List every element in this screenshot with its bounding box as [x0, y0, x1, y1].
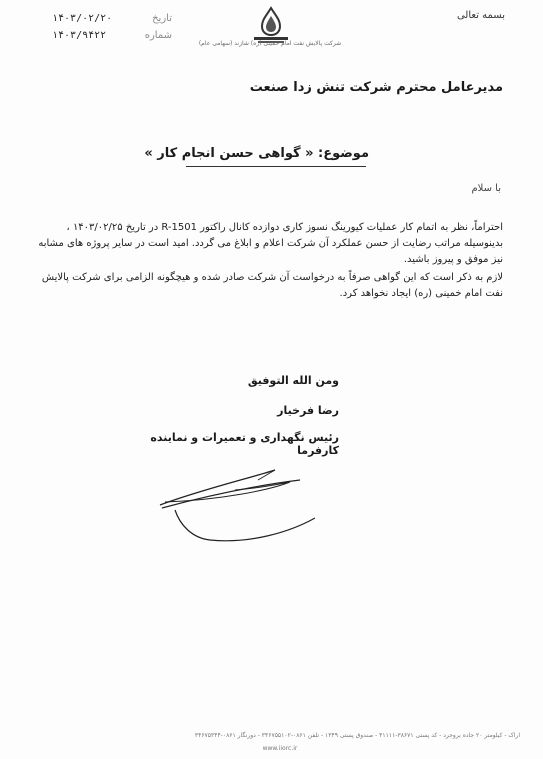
body-paragraph: لازم به ذکر است که این گواهی صرفاً به درخواست آن شرکت صادر شده و هیچگونه الزامی برای شرکت پالایش نفت امام خمینی (ره) ایجاد نخواهد کرد.: [41, 272, 503, 299]
number-row: [52, 27, 172, 44]
subject-underline: [186, 166, 366, 167]
recipient-line: مدیرعامل محترم شرکت تنش زدا صنعت: [249, 80, 503, 95]
invocation-text: بسمه تعالی: [456, 10, 505, 21]
body-paragraph: احتراماً، نظر به اتمام کار عملیات کیورینگ نسوز کاری دوازده کانال راکتور R-1501 در تاریخ ۱۴۰۳/۰۲/۲۵ ، بدینوسیله مراتب رضایت از حسن عملکرد آن شرکت اعلام و ابلاغ می گردد. امید است در سایر پروژه های مشابه نیز موفق و پیروز باشید.: [38, 222, 503, 265]
footer-website: www.iiorc.ir: [262, 745, 298, 752]
closing-phrase: ومن الله التوفیق: [247, 374, 339, 387]
handwritten-signature: [140, 460, 340, 560]
letter-body: [33, 220, 503, 304]
date-label: تاریخ: [152, 13, 172, 24]
subject-line: موضوع: « گواهی حسن انجام کار »: [144, 146, 369, 161]
signer-title: رئیس نگهداری و تعمیرات و نماینده کارفرما: [150, 431, 339, 457]
letter-meta: [52, 10, 172, 44]
number-label: شماره: [144, 30, 172, 41]
company-name: شرکت پالایش نفت امام خمینی (ره) شازند (سهامی عام): [198, 40, 342, 47]
signer-name: رضا فرخیار: [277, 404, 339, 417]
date-value: ۱۴۰۳/۰۲/۲۰: [52, 13, 113, 24]
greeting: با سلام: [471, 183, 501, 194]
footer-address: اراک - کیلومتر ۲۰ جاده بروجرد - کد پستی ۳۸۶۷۱-۴۱۱۱۱ - صندوق پستی ۱۳۴۹ - تلفن ۰۸۶۱-۳۴۶۷۵۵۱۰۲ - دورنگار ۰۸۶۱-۳۴۶۷۵۳۴۴: [194, 732, 520, 739]
number-value: ۱۴۰۳/۹۴۲۲: [52, 30, 107, 41]
date-row: [52, 10, 172, 27]
